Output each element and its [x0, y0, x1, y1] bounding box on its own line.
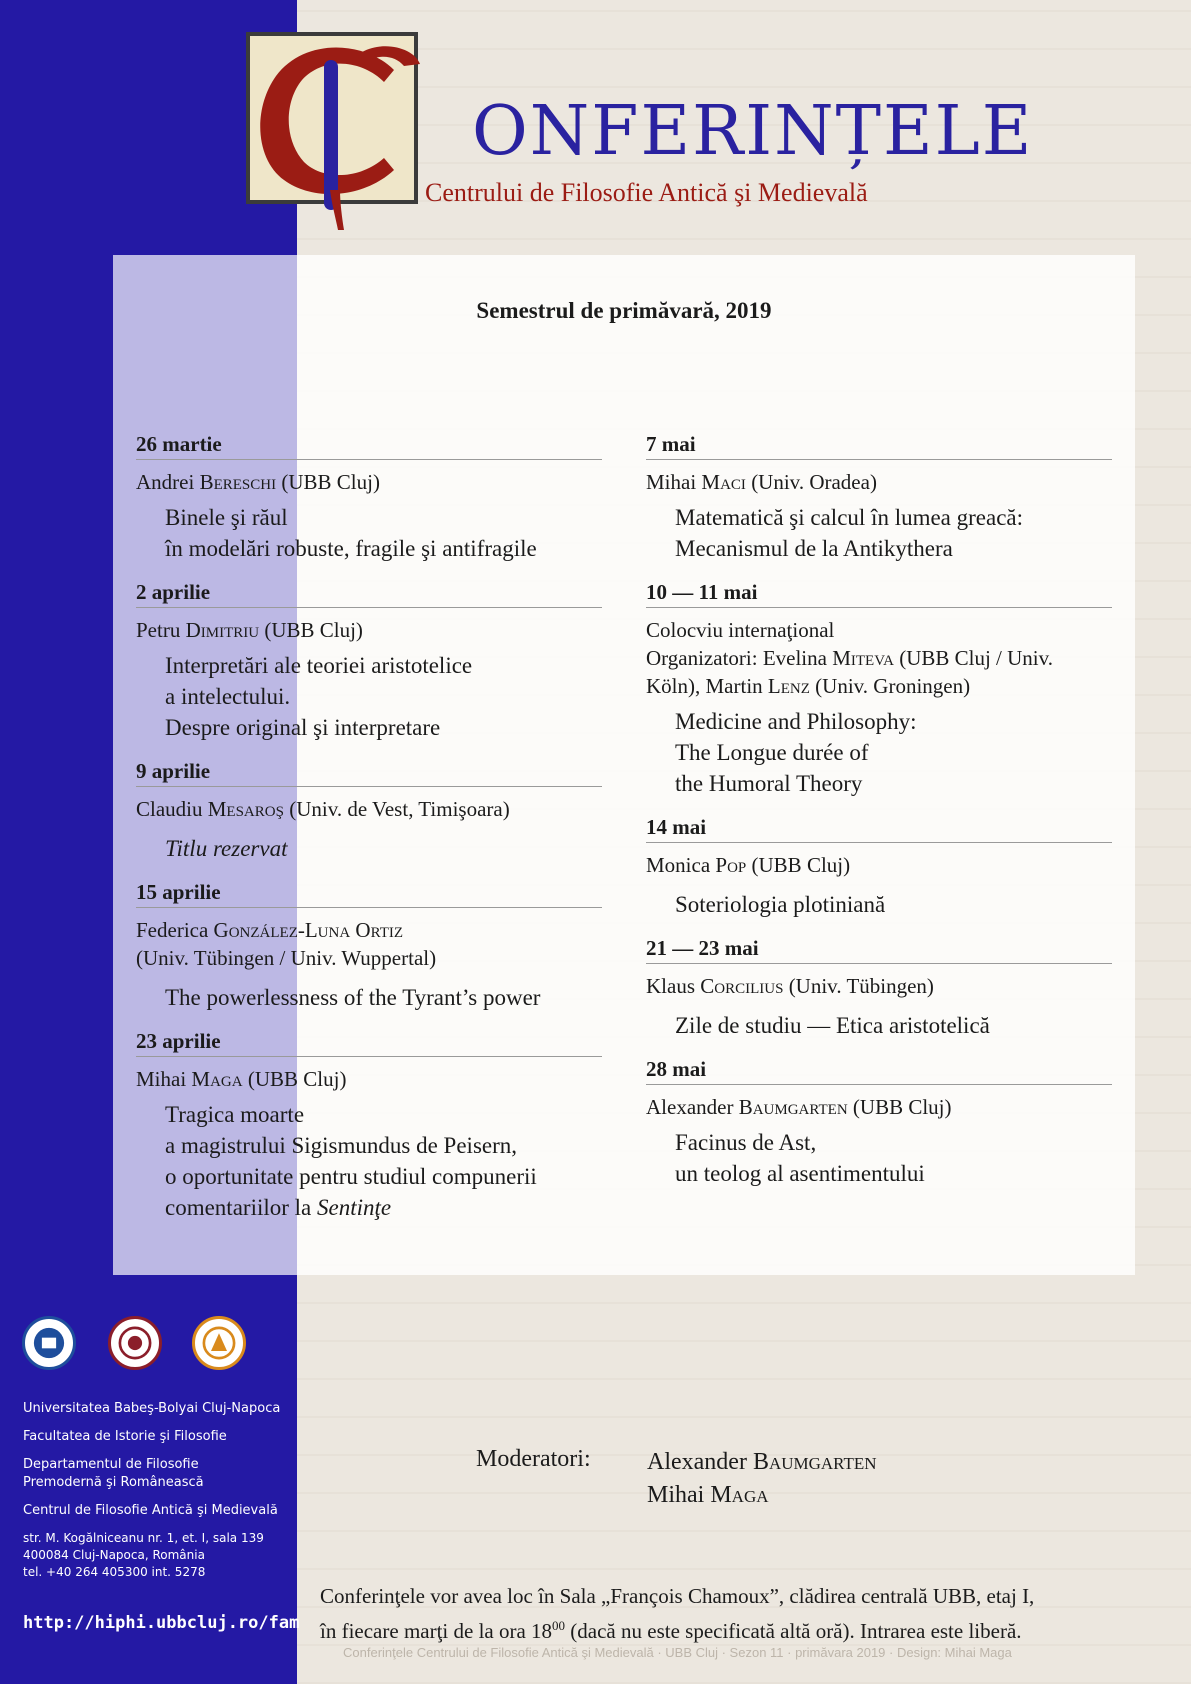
- center-name: Centrul de Filosofie Antică şi Medievală: [23, 1503, 278, 1518]
- event-speaker: Claudiu Mesaroş (Univ. de Vest, Timişoara): [136, 797, 510, 821]
- program-column-left: [136, 432, 602, 1239]
- event-28-mai: [646, 1057, 1112, 1189]
- event-23-aprilie: [136, 1029, 602, 1223]
- university-name: Universitatea Babeş-Bolyai Cluj-Napoca: [23, 1401, 281, 1416]
- event-talk-title: Binele şi răul în modelări robuste, fragile şi antifragile: [165, 505, 537, 561]
- event-9-aprilie: [136, 759, 602, 864]
- moderators-names: Alexander Baumgarten Mihai Maga: [647, 1449, 877, 1508]
- moderators-label: Moderatori:: [476, 1446, 591, 1472]
- event-speaker: Mihai Maci (Univ. Oradea): [646, 470, 877, 494]
- faculty-seal-icon: [108, 1316, 162, 1370]
- event-2-aprilie: [136, 580, 602, 743]
- event-speaker: Monica Pop (UBB Cluj): [646, 853, 851, 877]
- website-link[interactable]: http://hiphi.ubbcluj.ro/fam: [23, 1613, 300, 1633]
- event-10-11-mai: [646, 580, 1112, 799]
- series-subtitle: Centrului de Filosofie Antică şi Medievală: [425, 178, 868, 207]
- semester-heading: Semestrul de primăvară, 2019: [476, 298, 772, 323]
- department-name: Departamentul de Filosofie Premodernă şi Românească: [23, 1457, 204, 1490]
- event-date: 10 — 11 mai: [646, 580, 1112, 608]
- faculty-name: Facultatea de Istorie şi Filosofie: [23, 1429, 227, 1444]
- center-seal-icon: [192, 1316, 246, 1370]
- event-speaker: Alexander Baumgarten (UBB Cluj): [646, 1095, 952, 1119]
- event-speaker: Federica González-Luna Ortiz (Univ. Tübingen / Univ. Wuppertal): [136, 918, 437, 970]
- event-date: 23 aprilie: [136, 1029, 602, 1057]
- series-title: ONFERINȚELE: [472, 92, 1034, 171]
- event-talk-title: Zile de studiu — Etica aristotelică: [675, 1013, 990, 1038]
- venue-note: Conferinţele vor avea loc în Sala „François Chamoux”, clădirea centrală UBB, etaj I, în fiecare marţi de la ora $18^{00}$ (dacă nu este specificată altă oră). Intrarea este liberă.: [320, 1584, 1035, 1643]
- event-date: 9 aprilie: [136, 759, 602, 787]
- initial-c-logo: [244, 30, 428, 230]
- event-date: 7 mai: [646, 432, 1112, 460]
- event-date: 2 aprilie: [136, 580, 602, 608]
- event-talk-title: Facinus de Ast, un teolog al asentimentului: [675, 1130, 925, 1186]
- event-14-mai: [646, 815, 1112, 920]
- event-15-aprilie: [136, 880, 602, 1013]
- event-talk-title: Matematică şi calcul în lumea greacă: Mecanismul de la Antikythera: [675, 505, 1024, 561]
- event-speaker: Petru Dimitriu (UBB Cluj): [136, 618, 363, 642]
- event-speaker: Colocviu internaţional Organizatori: Evelina Miteva (UBB Cluj / Univ. Köln), Martin Lenz (Univ. Groningen): [646, 618, 1054, 698]
- address-block: str. M. Kogălniceanu nr. 1, et. I, sala 139 400084 Cluj-Napoca, România tel. +40 264 405300 int. 5278: [23, 1531, 264, 1579]
- event-talk-title: Soteriologia plotiniană: [675, 892, 886, 917]
- event-26-martie: [136, 432, 602, 564]
- event-date: 15 aprilie: [136, 880, 602, 908]
- event-talk-title: The powerlessness of the Tyrant’s power: [165, 985, 541, 1010]
- event-7-mai: [646, 432, 1112, 564]
- event-talk-title: Medicine and Philosophy: The Longue durée of the Humoral Theory: [675, 709, 917, 796]
- event-date: 26 martie: [136, 432, 602, 460]
- event-speaker: Mihai Maga (UBB Cluj): [136, 1067, 347, 1091]
- event-date: 21 — 23 mai: [646, 936, 1112, 964]
- event-talk-title: Titlu rezervat: [165, 836, 288, 861]
- event-date: 14 mai: [646, 815, 1112, 843]
- university-seal-icon: [22, 1316, 76, 1370]
- design-credit: Conferinţele Centrului de Filosofie Antică şi Medievală · UBB Cluj · Sezon 11 · primăvara 2019 · Design: Mihai Maga: [343, 1645, 1012, 1660]
- event-speaker: Andrei Bereschi (UBB Cluj): [136, 470, 380, 494]
- event-talk-title: Interpretări ale teoriei aristotelice a intelectului. Despre original şi interpretare: [165, 653, 473, 740]
- event-talk-title: Tragica moarte a magistrului Sigismundus de Peisern, o oportunitate pentru studiul compunerii comentariilor la Sentinţe: [165, 1102, 537, 1220]
- institution-list: [23, 1400, 293, 1591]
- event-date: 28 mai: [646, 1057, 1112, 1085]
- program-column-right: [646, 432, 1112, 1205]
- event-speaker: Klaus Corcilius (Univ. Tübingen): [646, 974, 934, 998]
- event-21-23-mai: [646, 936, 1112, 1041]
